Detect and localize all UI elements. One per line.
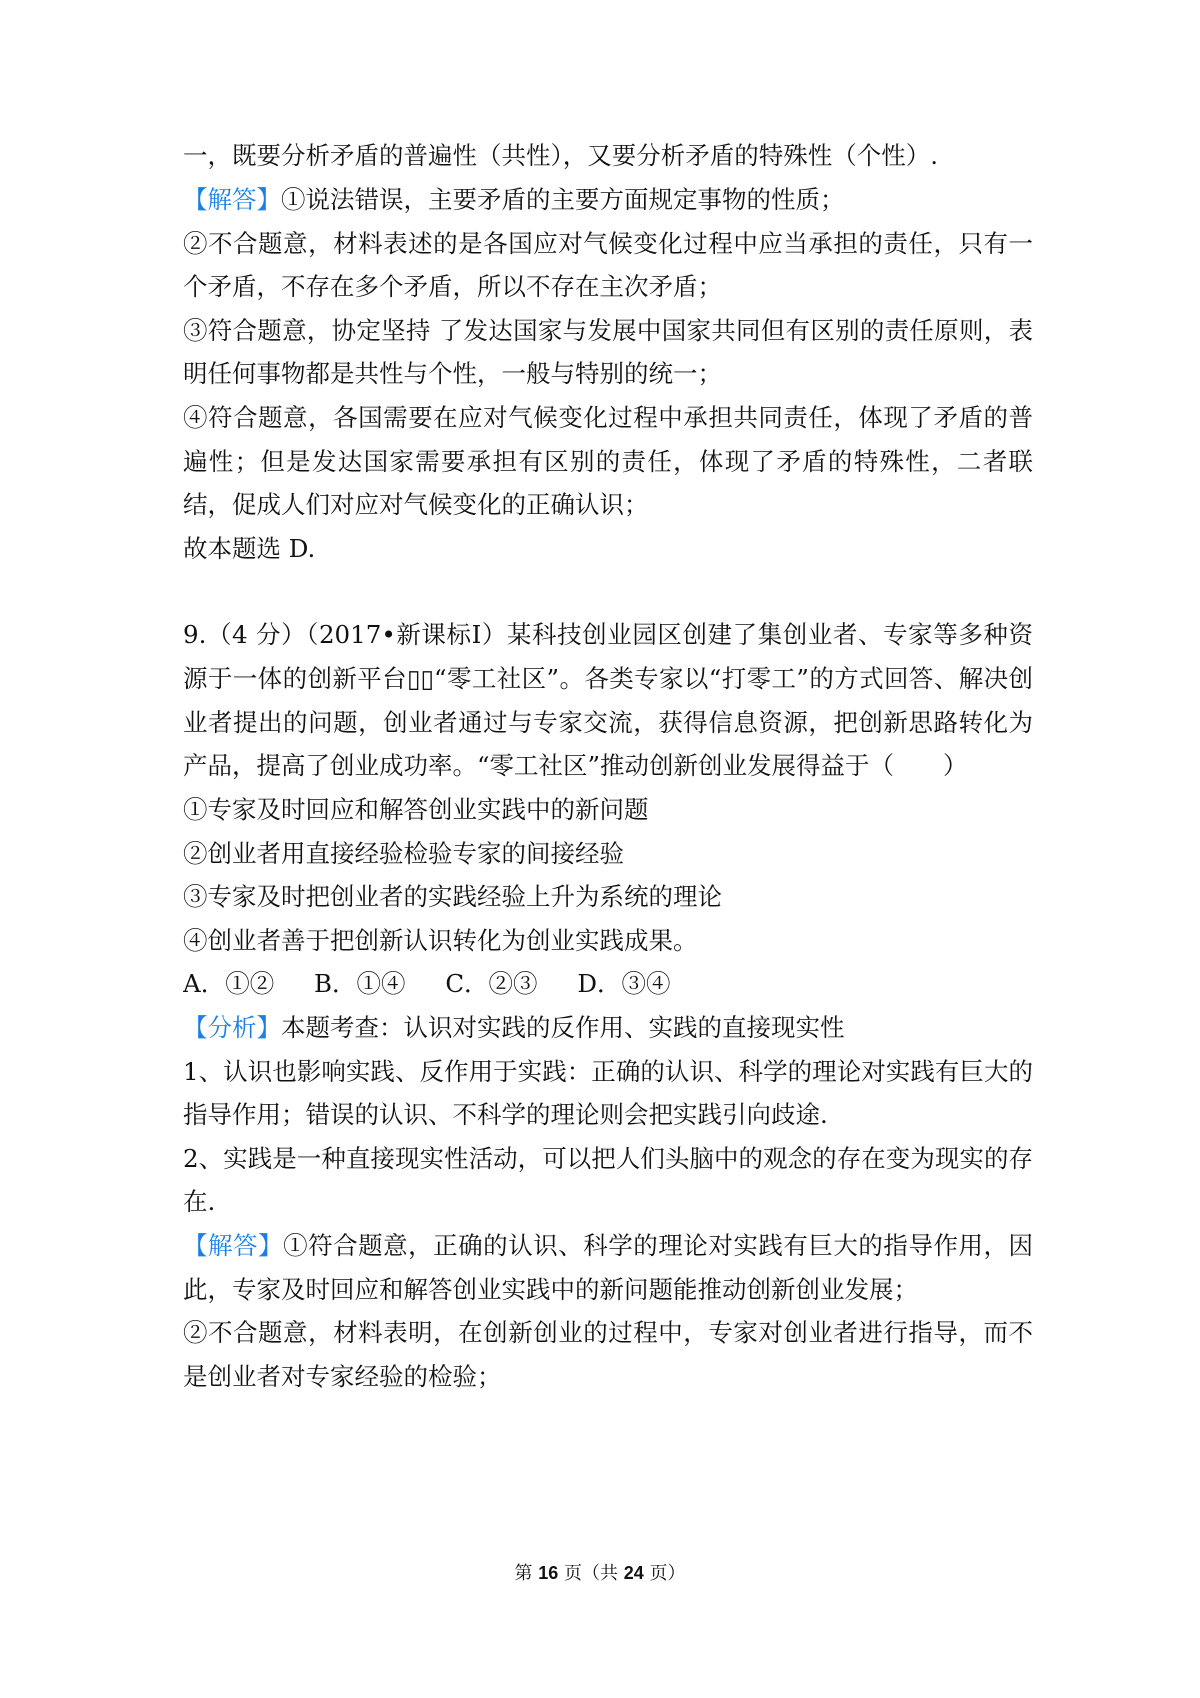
answer-tag: 【解答】: [183, 1231, 284, 1260]
question-stem: 产品，提高了创业成功率。“零工社区”推动创新创业发展得益于（ ）: [183, 751, 968, 780]
text-line: ③符合题意，协定坚持 了发达国家与发展中国家共同但有区别的责任原则，表: [183, 316, 1033, 345]
option-d: D．③④: [577, 969, 671, 998]
question-stem: 9.（4 分）（2017•新课标Ⅰ）某科技创业园区创建了集创业者、专家等多种资: [183, 620, 1033, 649]
question-stem: 业者提出的问题，创业者通过与专家交流，获得信息资源，把创新思路转化为: [183, 708, 1033, 737]
answer-line: [183, 1229, 1033, 1263]
footer-middle: 页（共: [564, 1563, 618, 1584]
option-a: A．①②: [183, 969, 275, 998]
option-c: C．②③: [445, 969, 538, 998]
statement-3: ③专家及时把创业者的实践经验上升为系统的理论: [183, 882, 722, 911]
text-line: 结，促成人们对应对气候变化的正确认识；: [183, 490, 649, 519]
answer-text: ①说法错误，主要矛盾的主要方面规定事物的性质；: [281, 185, 845, 214]
text-line: 个矛盾，不存在多个矛盾，所以不存在主次矛盾；: [183, 272, 722, 301]
answer-text: 是创业者对专家经验的检验；: [183, 1362, 502, 1391]
page-number: 16: [538, 1563, 559, 1583]
text-line: 明任何事物都是共性与个性，一般与特别的统一；: [183, 359, 722, 388]
analysis-tag: 【分析】: [183, 1013, 281, 1042]
text-line: 一，既要分析矛盾的普遍性（共性），又要分析矛盾的特殊性（个性）.: [183, 141, 939, 170]
analysis-point: 在.: [183, 1187, 216, 1216]
statement-1: ①专家及时回应和解答创业实践中的新问题: [183, 795, 649, 824]
analysis-line: [183, 1011, 1033, 1045]
text-line: 故本题选 D.: [183, 534, 316, 563]
statement-2: ②创业者用直接经验检验专家的间接经验: [183, 839, 624, 868]
answer-tag: 【解答】: [183, 185, 281, 214]
answer-text: ①符合题意，正确的认识、科学的理论对实践有巨大的指导作用，因: [283, 1231, 1033, 1260]
text-line: 遍性；但是发达国家需要承担有区别的责任，体现了矛盾的特殊性，二者联: [183, 447, 1033, 476]
answer-text: 此，专家及时回应和解答创业实践中的新问题能推动创新创业发展；: [183, 1275, 918, 1304]
analysis-point: 1、认识也影响实践、反作用于实践：正确的认识、科学的理论对实践有巨大的: [183, 1057, 1033, 1086]
page-total: 24: [623, 1563, 644, 1583]
footer-suffix: 页）: [649, 1563, 686, 1584]
option-b: B．①④: [314, 969, 406, 998]
statement-4: ④创业者善于把创新认识转化为创业实践成果。: [183, 926, 698, 955]
text-line: ④符合题意，各国需要在应对气候变化过程中承担共同责任，体现了矛盾的普: [183, 403, 1033, 432]
answer-line: [183, 183, 1033, 217]
answer-options: [183, 967, 1033, 1001]
footer-prefix: 第: [514, 1563, 533, 1584]
answer-text: ②不合题意，材料表明，在创新创业的过程中，专家对创业者进行指导，而不: [183, 1318, 1033, 1347]
analysis-point: 指导作用；错误的认识、不科学的理论则会把实践引向歧途.: [183, 1100, 828, 1129]
page-footer: [0, 1561, 1200, 1586]
analysis-text: 本题考查：认识对实践的反作用、实践的直接现实性: [281, 1013, 845, 1042]
text-line: ②不合题意，材料表述的是各国应对气候变化过程中应当承担的责任，只有一: [183, 229, 1033, 258]
analysis-point: 2、实践是一种直接现实性活动，可以把人们头脑中的观念的存在变为现实的存: [183, 1144, 1033, 1173]
question-stem: 源于一体的创新平台▯▯“零工社区”。各类专家以“打零工”的方式回答、解决创: [183, 664, 1033, 693]
